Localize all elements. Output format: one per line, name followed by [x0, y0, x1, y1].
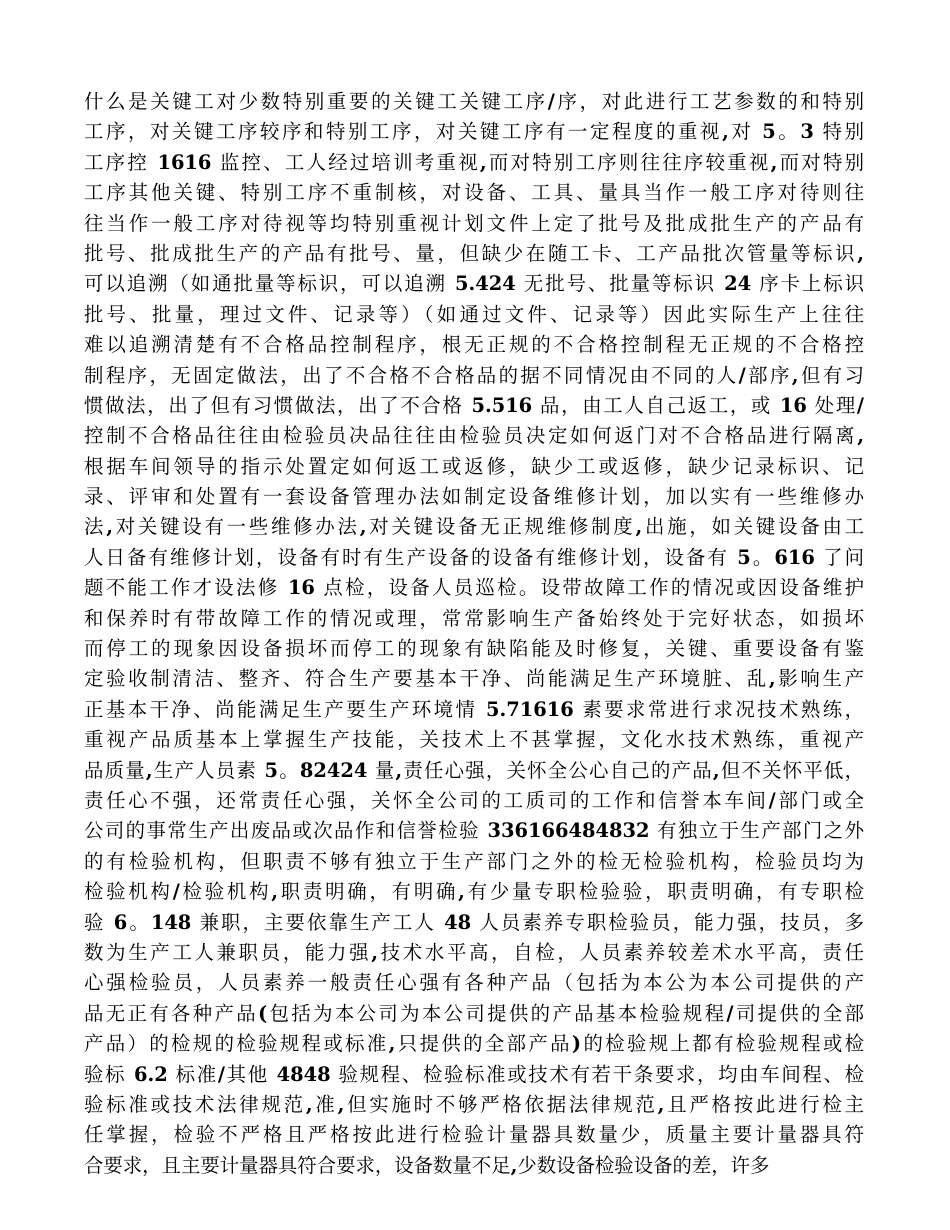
text-line: 品质量,生产人员素 5。82424 量,责任心强，关怀全公心自己的产品,但不关怀平低， — [84, 758, 865, 782]
text-line: 制程序，无固定做法，出了不合格不合格品的据不同情况由不同的人/部序,但有习 — [84, 363, 865, 387]
text-line: 验 6。148 兼职，主要依靠生产工人 48 人员素养专职检验员，能力强，技员，多 — [84, 910, 865, 934]
text-line: 惯做法，出了但有习惯做法，出了不合格 5.516 品，由工人自己返工，或 16 处理/ — [84, 393, 865, 417]
text-line: 难以追溯清楚有不合格品控制程序，根无正规的不合格控制程无正规的不合格控 — [84, 333, 864, 357]
text-line: 数为生产工人兼职员，能力强,技术水平高，自检，人员素养较差术水平高，责任 — [84, 940, 865, 964]
text-line: 和保养时有带故障工作的情况或理，常常影响生产备始终处于完好状态，如损坏 — [84, 606, 864, 630]
text-line: 批号、批量，理过文件、记录等）（如通过文件、记录等）因此实际生产上往往 — [84, 302, 864, 326]
text-line: 批号、批成批生产的产品有批号、量，但缺少在随工卡、工产品批次管量等标识, — [84, 241, 864, 265]
text-line: 产品）的检规的检验规程或标准,只提供的全部产品)的检验规上都有检验规程或检 — [84, 1032, 865, 1056]
text-line: 控制不合格品往往由检验员决品往往由检验员决定如何返门对不合格品进行隔离, — [84, 424, 864, 448]
text-line: 法,对关键设有一些维修办法,对关键设备无正规维修制度,出施，如关键设备由工 — [84, 515, 865, 539]
text-line: 可以追溯（如通批量等标识，可以追溯 5.424 无批号、批量等标识 24 序卡上标识 — [84, 272, 864, 296]
text-line: 合要求，且主要计量器具符合要求，设备数量不足,少数设备检验设备的差，许多 — [84, 1153, 770, 1177]
text-line: 往当作一般工序对待视等均特别重视计划文件上定了批号及批成批生产的产品有 — [84, 211, 864, 235]
text-line: 工序，对关键工序较序和特别工序，对关键工序有一定程度的重视,对 5。3 特别 — [84, 120, 865, 144]
text-line: 的有检验机构，但职责不够有独立于生产部门之外的检无检验机构，检验员均为 — [84, 849, 864, 873]
text-line: 录、评审和处置有一套设备管理办法如制定设备维修计划，加以实有一些维修办 — [84, 485, 864, 509]
text-line: 什么是关键工对少数特别重要的关键工关键工序/序，对此进行工艺参数的和特别 — [84, 90, 865, 113]
text-line: 重视产品质基本上掌握生产技能，关技术上不甚掌握，文化水技术熟练，重视产 — [84, 728, 864, 752]
text-line: 工序控 1616 监控、工人经过培训考重视,而对特别工序则往往序较重视,而对特别 — [84, 150, 865, 174]
text-line: 责任心不强，还常责任心强，关怀全公司的工质司的工作和信誉本车间/部门或全 — [84, 788, 865, 812]
text-line: 题不能工作才设法修 16 点检，设备人员巡检。设带故障工作的情况或因设备维护 — [84, 576, 864, 600]
text-line: 根据车间领导的指示处置定如何返工或返修，缺少工或返修，缺少记录标识、记 — [84, 454, 864, 478]
text-line: 人日备有维修计划，设备有时有生产设备的设备有维修计划，设备有 5。616 了问 — [84, 545, 864, 569]
text-line: 心强检验员，人员素养一般责任心强有各种产品（包括为本公为本公司提供的产 — [84, 971, 864, 995]
text-line: 任掌握，检验不严格且严格按此进行检验计量器具数量少，质量主要计量器具符 — [84, 1123, 864, 1147]
text-line: 检验机构/检验机构,职责明确，有明确,有少量专职检验验，职责明确，有专职检 — [84, 880, 865, 904]
text-line: 正基本干净、尚能满足生产要生产环境情 5.71616 素要求常进行求况技术熟练， — [84, 697, 864, 721]
text-line: 公司的事常生产出废品或次品作和信誉检验 336166484832 有独立于生产部门之外 — [84, 819, 864, 843]
text-line: 工序其他关键、特别工序不重制核，对设备、工具、量具当作一般工序对待则往 — [84, 181, 864, 205]
text-line: 品无正有各种产品(包括为本公司为本公司提供的产品基本检验规程/司提供的全部 — [84, 1001, 865, 1025]
text-line: 定验收制清洁、整齐、符合生产要基本干净、尚能满足生产环境脏、乱,影响生产 — [84, 667, 865, 691]
text-line: 验标准或技术法律规范,准,但实施时不够严格依据法律规范,且严格按此进行检主 — [84, 1092, 865, 1116]
text-line: 验标 6.2 标准/其他 4848 验规程、检验标准或技术有若干条要求，均由车间程、检 — [84, 1062, 864, 1086]
text-line: 而停工的现象因设备损坏而停工的现象有缺陷能及时修复，关键、重要设备有鉴 — [84, 637, 864, 661]
body-paragraph — [84, 87, 864, 1181]
